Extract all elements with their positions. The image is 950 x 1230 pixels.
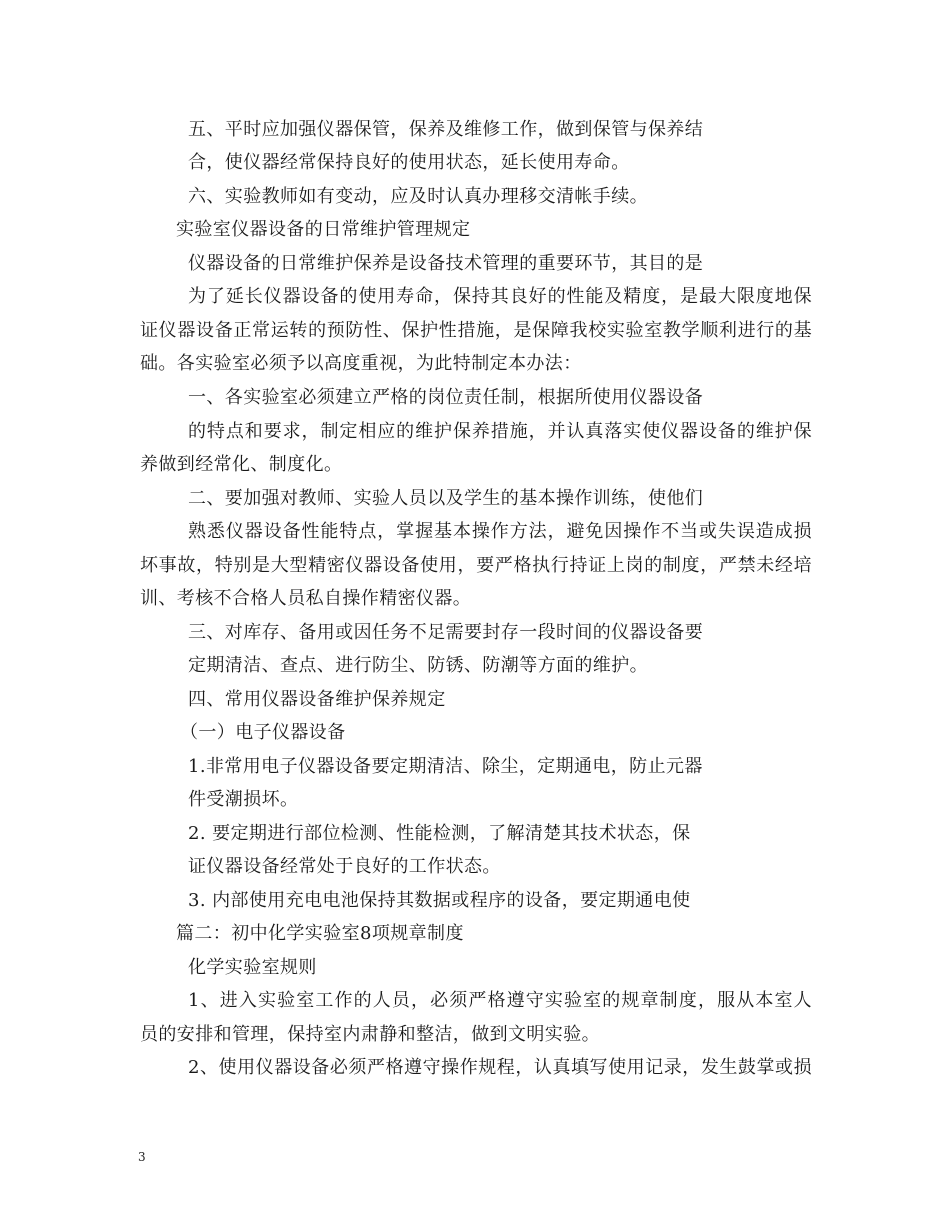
text-line: 一、各实验室必须建立严格的岗位责任制，根据所使用仪器设备 — [188, 387, 704, 408]
section-heading: 实验室仪器设备的日常维护管理规定 — [176, 219, 471, 240]
section-heading: 化学实验室规则 — [188, 957, 317, 978]
text-line: 2. 要定期进行部位检测、性能检测，了解清楚其技术状态，保 — [188, 823, 691, 844]
text-line: 的特点和要求，制定相应的维护保养措施，并认真落实使仪器设备的维护保 — [188, 421, 812, 442]
text-line: 三、对库存、备用或因任务不足需要封存一段时间的仪器设备要 — [188, 622, 704, 643]
text-line: 定期清洁、查点、进行防尘、防锈、防潮等方面的维护。 — [188, 655, 648, 676]
text-line: 二、要加强对教师、实验人员以及学生的基本操作训练，使他们 — [188, 488, 704, 509]
text-line: 训、考核不合格人员私自操作精密仪器。 — [140, 588, 472, 609]
section-heading: 篇二：初中化学实验室8项规章制度 — [176, 923, 464, 944]
text-line: 仪器设备的日常维护保养是设备技术管理的重要环节，其目的是 — [188, 253, 704, 274]
text-line: 四、常用仪器设备维护保养规定 — [188, 689, 446, 710]
text-line: 六、实验教师如有变动，应及时认真办理移交清帐手续。 — [188, 186, 648, 207]
text-line: 五、平时应加强仪器保管，保养及维修工作，做到保管与保养结 — [188, 119, 704, 140]
text-line: 3. 内部使用充电电池保持其数据或程序的设备，要定期通电使 — [188, 890, 691, 911]
text-line: 2、使用仪器设备必须严格遵守操作规程，认真填写使用记录，发生鼓掌或损 — [188, 1057, 812, 1078]
text-line: 熟悉仪器设备性能特点，掌握基本操作方法，避免因操作不当或失误造成损 — [188, 521, 812, 542]
text-line: （一）电子仪器设备 — [180, 722, 346, 743]
text-line: 养做到经常化、制度化。 — [140, 454, 343, 475]
text-line: 1、进入实验室工作的人员，必须严格遵守实验室的规章制度，服从本室人 — [188, 990, 812, 1011]
text-line: 件受潮损坏。 — [188, 789, 299, 810]
text-line: 1.非常用电子仪器设备要定期清洁、除尘，定期通电，防止元器 — [188, 756, 703, 777]
text-line: 为了延长仪器设备的使用寿命，保持其良好的性能及精度，是最大限度地保 — [188, 286, 812, 307]
text-line: 员的安排和管理，保持室内肃静和整洁，做到文明实验。 — [140, 1024, 600, 1045]
text-line: 合，使仪器经常保持良好的使用状态，延长使用寿命。 — [188, 152, 630, 173]
text-line: 坏事故，特别是大型精密仪器设备使用，要严格执行持证上岗的制度，严禁未经培 — [140, 555, 812, 576]
page-number: 3 — [138, 1150, 146, 1164]
text-line: 证仪器设备经常处于良好的工作状态。 — [188, 856, 501, 877]
text-line: 础。各实验室必须予以高度重视，为此特制定本办法： — [140, 353, 582, 374]
text-line: 证仪器设备正常运转的预防性、保护性措施，是保障我校实验室教学顺利进行的基 — [140, 320, 812, 341]
